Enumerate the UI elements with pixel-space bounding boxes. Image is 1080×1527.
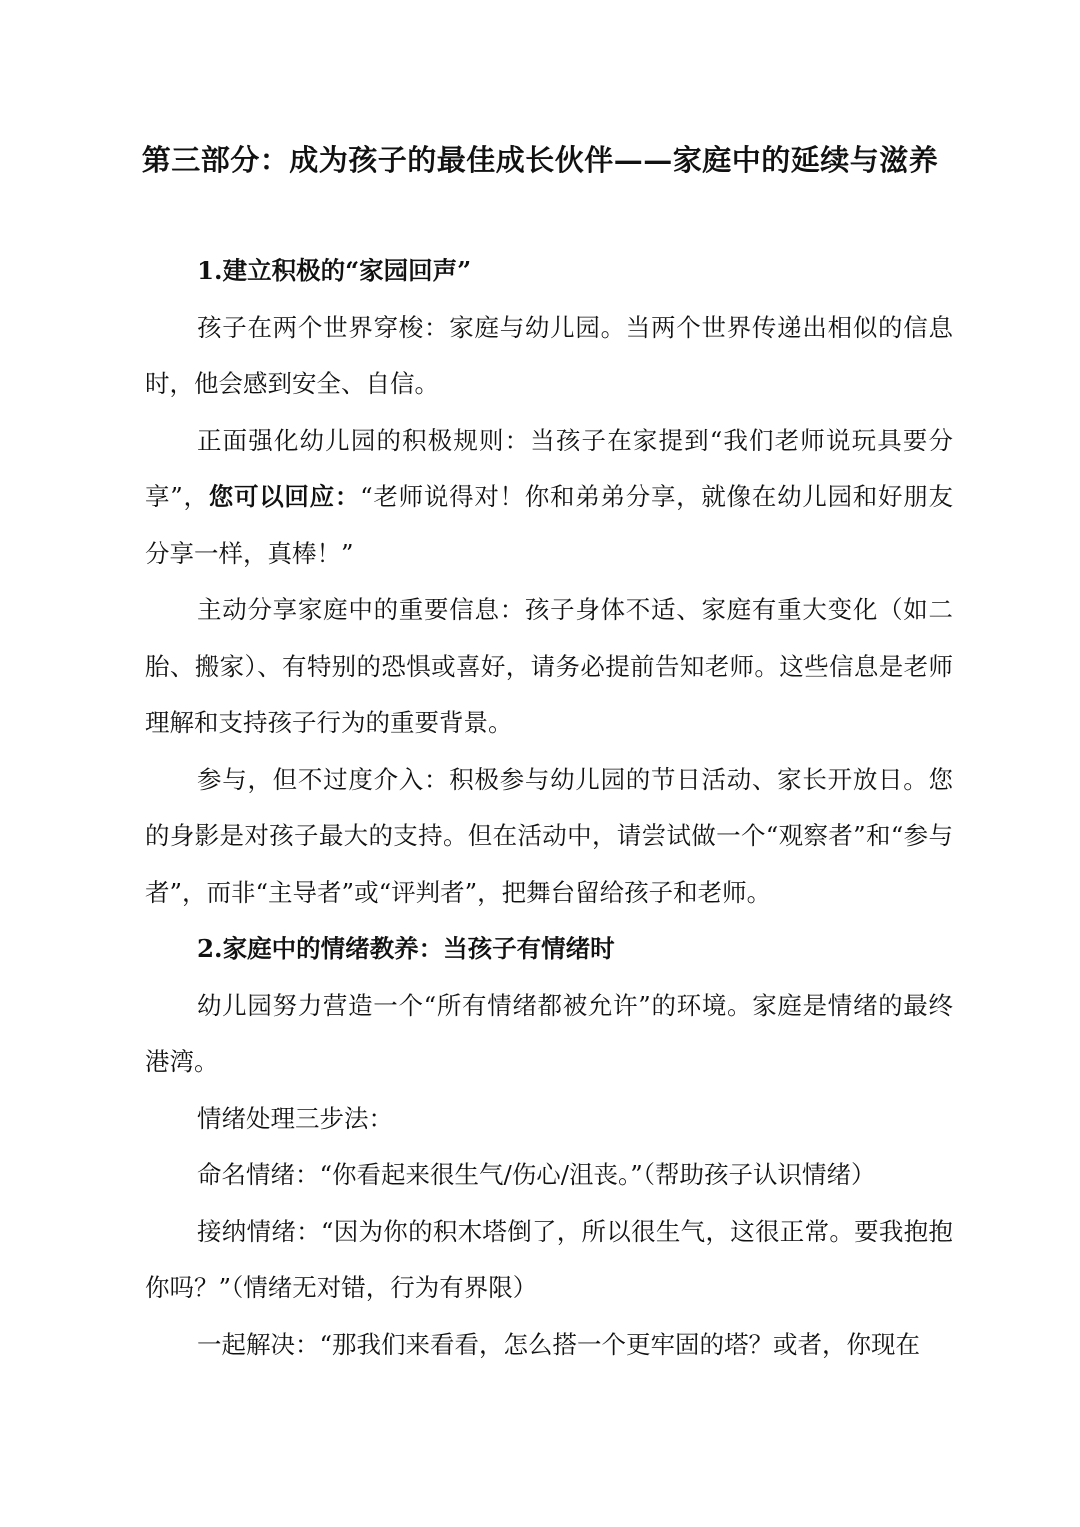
document-body bbox=[145, 243, 953, 1373]
step-text: “那我们来看看，怎么搭一个更牢固的塔？或者，你现在 bbox=[319, 1329, 921, 1359]
step-label: 命名情绪： bbox=[197, 1160, 320, 1189]
step-text: “你看起来很生气/伤心/沮丧。”（帮助孩子认识情绪） bbox=[319, 1160, 876, 1189]
steps-heading: 情绪处理三步法： bbox=[197, 1103, 393, 1133]
paragraph-bold-text: 您可以回应： bbox=[208, 482, 361, 511]
step-label: 一起解决： bbox=[197, 1329, 320, 1359]
section-heading-2: 2.家庭中的情绪教养：当孩子有情绪时 bbox=[197, 934, 615, 963]
paragraph: 幼儿园努力营造一个“所有情绪都被允许”的环境。家庭是情绪的最终港湾。 bbox=[145, 990, 953, 1076]
page-title: 第三部分：成为孩子的最佳成长伙伴——家庭中的延续与滋养 bbox=[141, 143, 939, 177]
paragraph: 参与，但不过度介入：积极参与幼儿园的节日活动、家长开放日。您的身影是对孩子最大的支持。但在活动中，请尝试做一个“观察者”和“参与者”，而非“主导者”或“评判者”，把舞台留给孩子和老师。 bbox=[145, 764, 953, 907]
section-heading-1: 1.建立积极的“家园回声” bbox=[197, 256, 472, 285]
paragraph: 孩子在两个世界穿梭：家庭与幼儿园。当两个世界传递出相似的信息时，他会感到安全、自信。 bbox=[145, 312, 953, 398]
step-text: “因为你的积木塔倒了，所以很生气，这很正常。要我抱抱你吗？”（情绪无对错，行为有界限） bbox=[145, 1216, 954, 1302]
step-item bbox=[145, 1317, 953, 1374]
paragraph bbox=[145, 413, 953, 583]
step-item bbox=[145, 1204, 953, 1317]
step-label: 接纳情绪： bbox=[197, 1216, 321, 1246]
paragraph: 主动分享家庭中的重要信息：孩子身体不适、家庭有重大变化（如二胎、搬家）、有特别的恐惧或喜好，请务必提前告知老师。这些信息是老师理解和支持孩子行为的重要背景。 bbox=[145, 595, 953, 737]
paragraph-text: 正面强化幼儿园的积极规则：当孩子在家提到“我们老师说玩具要分享”， bbox=[145, 425, 953, 511]
step-item bbox=[145, 1147, 953, 1204]
paragraph-text: “老师说得对！你和弟弟分享，就像在幼儿园和好朋友分享一样，真棒！” bbox=[145, 482, 954, 568]
